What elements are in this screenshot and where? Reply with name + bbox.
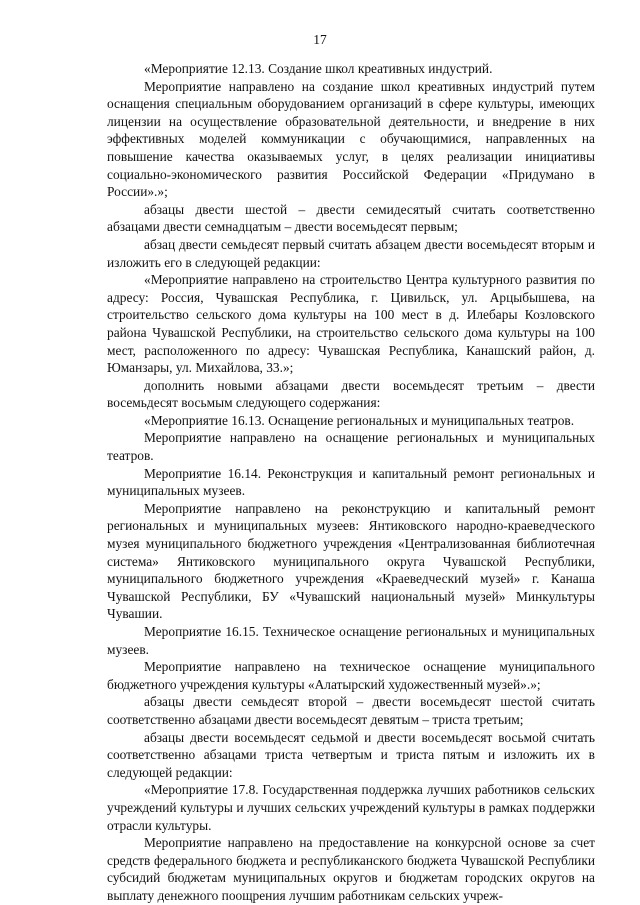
paragraph: «Мероприятие направлено на строительство Центра культурного развития по адресу: Россия, Чувашская Республика, г. Цивильск, ул. Арцыбышева, на строительство сельского дома культуры на 100 мест в д. Илебары Козловского района Чувашской Республики, на строительство сельского дома культуры на 100 мест, расположенного по адресу: Чувашская Республика, Канашский район, д. Юманзары, ул. Михайлова, 33.»; <box>107 272 595 376</box>
paragraph: абзацы двести шестой – двести семидесятый считать соответственно абзацами двести семнадцатым – двести восемьдесят первым; <box>107 201 595 235</box>
paragraph: «Мероприятие 17.8. Государственная поддержка лучших работников сельских учреждений культуры и лучших сельских учреждений культуры в рамках поддержки отрасли культуры. <box>107 782 595 833</box>
paragraph: абзацы двести восемьдесят седьмой и двести восемьдесят восьмой считать соответственно абзацами триста четвертым и триста пятым и изложить их в следующей редакции: <box>107 729 595 780</box>
paragraph: «Мероприятие 12.13. Создание школ креативных индустрий. <box>144 61 493 76</box>
page-number: 17 <box>313 32 327 47</box>
paragraph: абзацы двести семьдесят второй – двести восемьдесят шестой считать соответственно абзацами двести восемьдесят девятым – триста третьим; <box>107 694 595 727</box>
document-body <box>107 60 595 905</box>
paragraph: Мероприятие направлено на создание школ креативных индустрий путем оснащения специальным оборудованием организаций в сфере культуры, имеющих лицензии на осуществление образовательной деятельности, и внедрение в них эффективных моделей коммуникации с обучающимися, направленных на повышение качества оказываемых услуг, в целях реализации инициативы социально-экономического развития Российской Федерации «Придумано в России».»; <box>107 78 595 200</box>
paragraph: Мероприятие направлено на оснащение региональных и муниципальных театров. <box>107 430 595 464</box>
paragraph: Мероприятие 16.15. Техническое оснащение региональных и муниципальных музеев. <box>107 624 595 657</box>
paragraph: «Мероприятие 16.13. Оснащение региональных и муниципальных театров. <box>144 412 575 428</box>
paragraph: дополнить новыми абзацами двести восемьдесят третьим – двести восемьдесят восьмым следующего содержания: <box>107 377 595 411</box>
paragraph: Мероприятие направлено на техническое оснащение муниципального бюджетного учреждения культуры «Алатырский художественный музей».»; <box>107 659 595 692</box>
paragraph: Мероприятие направлено на реконструкцию и капитальный ремонт региональных и муниципальных музеев: Янтиковского народно-краеведческого музея муниципального бюджетного учреждения «Централизованная библиотечная система» Янтиковского муниципального округа Чувашской Республики, муниципального бюджетного учреждения «Краеведческий музей» г. Канаша Чувашской Республики, БУ «Чувашский национальный музей» Минкультуры Чувашии. <box>107 500 595 622</box>
paragraph: Мероприятие 16.14. Реконструкция и капитальный ремонт региональных и муниципальных музеев. <box>107 465 595 499</box>
paragraph: Мероприятие направлено на предоставление на конкурсной основе за счет средств федерального бюджета и республиканского бюджета Чувашской Республики субсидий бюджетам муниципальных округов и бюджетам городских округов на выплату денежного поощрения лучшим работникам сельских учреж- <box>107 835 595 903</box>
paragraph: абзац двести семьдесят первый считать абзацем двести восемьдесят вторым и изложить его в следующей редакции: <box>107 236 595 270</box>
